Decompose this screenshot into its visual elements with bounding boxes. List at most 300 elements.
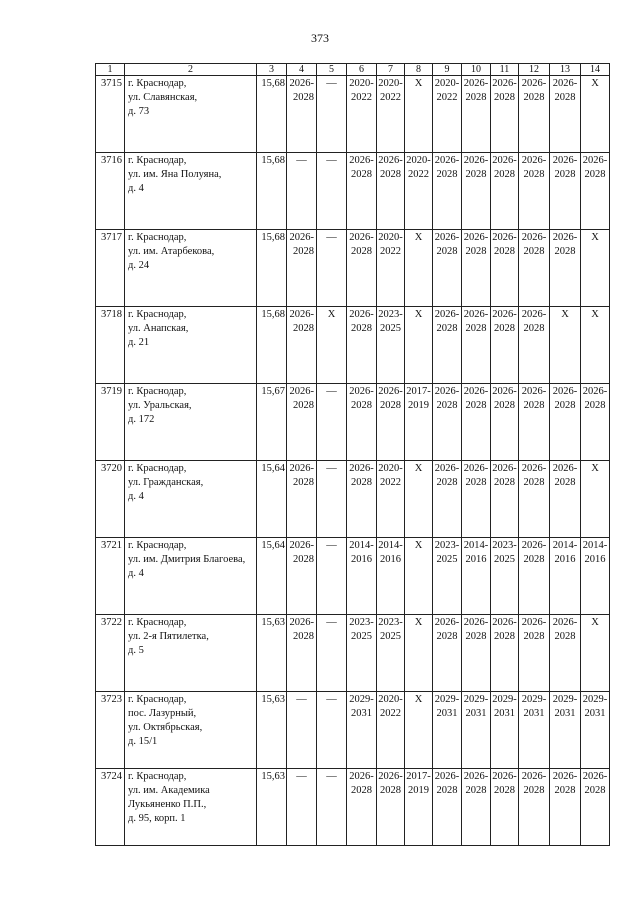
period-cell bbox=[550, 230, 581, 307]
period-line: 2028 bbox=[436, 400, 458, 411]
period-cell bbox=[377, 384, 405, 461]
period-line: 2023- bbox=[378, 617, 403, 628]
period-line: 2026- bbox=[434, 386, 460, 397]
period-line: 2028 bbox=[523, 400, 545, 411]
period-line: X bbox=[591, 232, 599, 243]
period-line: 2029- bbox=[434, 694, 460, 705]
period-cell bbox=[491, 615, 519, 692]
period-line: 2031 bbox=[436, 708, 458, 719]
period-cell bbox=[317, 538, 347, 615]
period-cell bbox=[347, 692, 377, 769]
period-line: 2022 bbox=[436, 92, 458, 103]
address-cell bbox=[125, 307, 257, 384]
period-line: 2028 bbox=[554, 400, 576, 411]
period-cell bbox=[433, 538, 462, 615]
period-line: — bbox=[326, 155, 337, 166]
area-cell: 15,67 bbox=[257, 384, 287, 461]
address-line: д. 4 bbox=[128, 183, 144, 194]
address-line: ул. им. Атарбекова, bbox=[128, 246, 215, 257]
period-line: 2026- bbox=[521, 617, 547, 628]
period-line: 2014- bbox=[349, 540, 374, 551]
period-cell bbox=[317, 615, 347, 692]
address-line: ул. им. Академика bbox=[128, 785, 210, 796]
period-line: 2014- bbox=[378, 540, 403, 551]
period-line: — bbox=[326, 232, 337, 243]
period-cell bbox=[405, 307, 433, 384]
period-line: 2028 bbox=[494, 246, 515, 257]
row-number: 3716 bbox=[96, 153, 125, 230]
period-cell bbox=[317, 461, 347, 538]
period-line: — bbox=[326, 540, 337, 551]
period-cell bbox=[581, 153, 610, 230]
address-line: г. Краснодар, bbox=[128, 386, 187, 397]
period-cell bbox=[550, 307, 581, 384]
period-line: 2026- bbox=[521, 232, 547, 243]
period-line: 2016 bbox=[351, 554, 372, 565]
row-number: 3724 bbox=[96, 769, 125, 846]
period-line: 2026- bbox=[289, 617, 314, 628]
period-line: 2026- bbox=[463, 617, 489, 628]
period-cell bbox=[462, 307, 491, 384]
period-line: 2017- bbox=[406, 771, 431, 782]
period-line: X bbox=[414, 540, 423, 551]
table-row bbox=[96, 76, 610, 153]
period-line: 2028 bbox=[554, 785, 576, 796]
period-cell bbox=[550, 615, 581, 692]
column-number-header: 5 bbox=[317, 64, 347, 76]
period-line: 2023- bbox=[349, 617, 374, 628]
period-line: 2019 bbox=[408, 400, 429, 411]
period-line: 2023- bbox=[434, 540, 460, 551]
period-line: 2031 bbox=[351, 708, 372, 719]
period-cell bbox=[287, 461, 317, 538]
column-number-header: 13 bbox=[550, 64, 581, 76]
area-cell: 15,68 bbox=[257, 307, 287, 384]
period-cell bbox=[550, 692, 581, 769]
period-cell bbox=[405, 692, 433, 769]
period-cell bbox=[433, 615, 462, 692]
period-line: 2026- bbox=[582, 386, 608, 397]
period-line: 2016 bbox=[554, 554, 576, 565]
table-row bbox=[96, 307, 610, 384]
period-cell bbox=[581, 692, 610, 769]
address-line: д. 4 bbox=[128, 491, 144, 502]
period-line: 2029- bbox=[521, 694, 547, 705]
address-cell bbox=[125, 692, 257, 769]
period-cell bbox=[550, 769, 581, 846]
period-line: 2028 bbox=[351, 169, 372, 180]
period-line: 2026- bbox=[552, 155, 578, 166]
period-line: 2026- bbox=[492, 232, 517, 243]
period-line: 2028 bbox=[465, 400, 487, 411]
period-cell bbox=[405, 615, 433, 692]
column-number-header: 7 bbox=[377, 64, 405, 76]
period-line: 2026- bbox=[521, 309, 547, 320]
period-line: 2028 bbox=[293, 554, 314, 565]
period-line: — bbox=[326, 694, 337, 705]
period-cell bbox=[519, 692, 550, 769]
period-line: 2020- bbox=[378, 694, 403, 705]
address-line: г. Краснодар, bbox=[128, 540, 187, 551]
period-line: — bbox=[326, 771, 337, 782]
period-line: 2028 bbox=[554, 477, 576, 488]
period-cell bbox=[519, 615, 550, 692]
period-line: 2029- bbox=[349, 694, 374, 705]
period-line: — bbox=[326, 617, 337, 628]
period-cell bbox=[377, 538, 405, 615]
address-cell bbox=[125, 76, 257, 153]
address-line: ул. им. Дмитрия Благоева, bbox=[128, 554, 246, 565]
column-number-header: 11 bbox=[491, 64, 519, 76]
period-line: 2028 bbox=[351, 785, 372, 796]
period-cell bbox=[287, 230, 317, 307]
period-line: 2025 bbox=[351, 631, 372, 642]
address-line: г. Краснодар, bbox=[128, 694, 187, 705]
period-line: 2028 bbox=[436, 246, 458, 257]
period-cell bbox=[347, 76, 377, 153]
address-line: ул. Октябрьская, bbox=[128, 722, 203, 733]
period-cell bbox=[550, 153, 581, 230]
period-cell bbox=[462, 615, 491, 692]
period-cell bbox=[377, 230, 405, 307]
period-cell bbox=[491, 769, 519, 846]
column-number-header: 6 bbox=[347, 64, 377, 76]
period-cell bbox=[347, 461, 377, 538]
period-line: 2028 bbox=[436, 785, 458, 796]
period-line: 2020- bbox=[434, 78, 460, 89]
period-line: 2026- bbox=[552, 386, 578, 397]
area-cell: 15,68 bbox=[257, 153, 287, 230]
period-cell bbox=[462, 461, 491, 538]
period-cell bbox=[317, 769, 347, 846]
period-cell bbox=[581, 769, 610, 846]
table-row bbox=[96, 230, 610, 307]
period-line: 2026- bbox=[582, 771, 608, 782]
period-line: 2028 bbox=[494, 785, 515, 796]
address-cell bbox=[125, 461, 257, 538]
period-line: X bbox=[414, 78, 423, 89]
period-cell bbox=[491, 76, 519, 153]
period-line: 2029- bbox=[552, 694, 578, 705]
period-line: 2028 bbox=[436, 631, 458, 642]
period-cell bbox=[405, 384, 433, 461]
period-cell bbox=[287, 384, 317, 461]
period-line: 2025 bbox=[436, 554, 458, 565]
period-cell bbox=[519, 307, 550, 384]
period-line: 2031 bbox=[584, 708, 606, 719]
period-line: 2028 bbox=[523, 323, 545, 334]
period-cell bbox=[377, 307, 405, 384]
period-line: 2016 bbox=[584, 554, 606, 565]
period-cell bbox=[405, 76, 433, 153]
period-line: 2028 bbox=[584, 169, 606, 180]
period-line: 2026- bbox=[521, 78, 547, 89]
row-number: 3720 bbox=[96, 461, 125, 538]
period-line: 2026- bbox=[463, 386, 489, 397]
period-line: 2026- bbox=[492, 771, 517, 782]
period-line: 2028 bbox=[436, 477, 458, 488]
period-cell bbox=[433, 461, 462, 538]
period-line: 2028 bbox=[554, 631, 576, 642]
period-line: 2026- bbox=[289, 386, 314, 397]
period-line: 2028 bbox=[494, 92, 515, 103]
period-cell bbox=[519, 230, 550, 307]
period-cell bbox=[433, 769, 462, 846]
period-cell bbox=[377, 461, 405, 538]
period-cell bbox=[347, 769, 377, 846]
period-line: 2026- bbox=[463, 309, 489, 320]
period-line: X bbox=[414, 309, 423, 320]
period-cell bbox=[433, 230, 462, 307]
period-cell bbox=[405, 769, 433, 846]
period-line: X bbox=[591, 463, 599, 474]
period-line: — bbox=[296, 155, 307, 166]
period-cell bbox=[317, 230, 347, 307]
period-cell bbox=[317, 692, 347, 769]
period-line: 2026- bbox=[378, 771, 403, 782]
address-cell bbox=[125, 384, 257, 461]
period-line: 2031 bbox=[523, 708, 545, 719]
address-line: д. 4 bbox=[128, 568, 144, 579]
address-line: д. 73 bbox=[128, 106, 150, 117]
row-number: 3722 bbox=[96, 615, 125, 692]
period-cell bbox=[581, 461, 610, 538]
row-number: 3718 bbox=[96, 307, 125, 384]
period-line: 2028 bbox=[293, 400, 314, 411]
area-cell: 15,63 bbox=[257, 692, 287, 769]
period-line: 2026- bbox=[434, 463, 460, 474]
address-line: д. 15/1 bbox=[128, 736, 158, 747]
period-line: 2022 bbox=[380, 708, 401, 719]
period-line: X bbox=[591, 617, 599, 628]
address-line: ул. Уральская, bbox=[128, 400, 192, 411]
period-line: 2026- bbox=[492, 617, 517, 628]
period-line: 2026- bbox=[582, 155, 608, 166]
period-cell bbox=[287, 692, 317, 769]
period-line: 2017- bbox=[406, 386, 431, 397]
period-line: 2026- bbox=[521, 386, 547, 397]
address-cell bbox=[125, 769, 257, 846]
period-line: 2026- bbox=[552, 617, 578, 628]
period-line: 2026- bbox=[463, 771, 489, 782]
period-line: 2026- bbox=[378, 386, 403, 397]
period-line: 2028 bbox=[351, 323, 372, 334]
period-line: 2026- bbox=[434, 771, 460, 782]
period-line: 2028 bbox=[523, 785, 545, 796]
period-line: 2028 bbox=[465, 477, 487, 488]
column-number-header: 3 bbox=[257, 64, 287, 76]
period-cell bbox=[347, 153, 377, 230]
period-line: 2022 bbox=[380, 92, 401, 103]
period-cell bbox=[519, 538, 550, 615]
period-line: 2026- bbox=[552, 78, 578, 89]
column-number-header: 1 bbox=[96, 64, 125, 76]
period-cell bbox=[462, 230, 491, 307]
period-line: 2026- bbox=[552, 771, 578, 782]
period-cell bbox=[405, 153, 433, 230]
period-line: 2028 bbox=[380, 400, 401, 411]
table-row bbox=[96, 615, 610, 692]
column-number-header: 4 bbox=[287, 64, 317, 76]
period-line: 2022 bbox=[380, 477, 401, 488]
table-row bbox=[96, 538, 610, 615]
period-line: 2026- bbox=[492, 155, 517, 166]
period-cell bbox=[377, 76, 405, 153]
address-cell bbox=[125, 615, 257, 692]
period-cell bbox=[519, 769, 550, 846]
area-cell: 15,64 bbox=[257, 538, 287, 615]
period-line: X bbox=[561, 309, 569, 320]
period-cell bbox=[377, 769, 405, 846]
page-number: 373 bbox=[311, 31, 329, 45]
period-line: 2028 bbox=[293, 246, 314, 257]
period-line: 2028 bbox=[293, 323, 314, 334]
period-line: 2028 bbox=[554, 92, 576, 103]
period-line: 2022 bbox=[351, 92, 372, 103]
period-cell bbox=[581, 230, 610, 307]
period-cell bbox=[433, 384, 462, 461]
period-line: 2026- bbox=[463, 78, 489, 89]
period-line: 2026- bbox=[349, 463, 374, 474]
period-line: 2028 bbox=[293, 631, 314, 642]
period-line: 2028 bbox=[523, 631, 545, 642]
period-line: 2031 bbox=[465, 708, 487, 719]
row-number: 3717 bbox=[96, 230, 125, 307]
period-cell bbox=[347, 384, 377, 461]
period-line: 2020- bbox=[378, 232, 403, 243]
column-number-header: 10 bbox=[462, 64, 491, 76]
address-line: г. Краснодар, bbox=[128, 463, 187, 474]
period-line: 2026- bbox=[521, 463, 547, 474]
period-line: 2028 bbox=[584, 785, 606, 796]
period-cell bbox=[462, 76, 491, 153]
period-cell bbox=[347, 230, 377, 307]
period-line: 2028 bbox=[494, 477, 515, 488]
period-line: — bbox=[296, 694, 307, 705]
address-line: пос. Лазурный, bbox=[128, 708, 197, 719]
period-line: 2026- bbox=[289, 463, 314, 474]
period-line: X bbox=[414, 694, 423, 705]
period-line: 2023- bbox=[378, 309, 403, 320]
address-line: ул. им. Яна Полуяна, bbox=[128, 169, 222, 180]
period-cell bbox=[287, 76, 317, 153]
row-number: 3721 bbox=[96, 538, 125, 615]
period-line: 2026- bbox=[492, 386, 517, 397]
period-cell bbox=[347, 307, 377, 384]
period-cell bbox=[317, 76, 347, 153]
period-cell bbox=[519, 461, 550, 538]
period-line: 2028 bbox=[523, 169, 545, 180]
period-cell bbox=[519, 153, 550, 230]
period-cell bbox=[581, 384, 610, 461]
period-line: 2026- bbox=[434, 309, 460, 320]
column-numbers-row bbox=[96, 64, 610, 76]
period-cell bbox=[491, 461, 519, 538]
address-line: г. Краснодар, bbox=[128, 155, 187, 166]
period-cell bbox=[462, 538, 491, 615]
area-cell: 15,63 bbox=[257, 615, 287, 692]
period-cell bbox=[433, 307, 462, 384]
period-line: 2026- bbox=[492, 463, 517, 474]
period-line: 2026- bbox=[492, 78, 517, 89]
period-line: 2020- bbox=[349, 78, 374, 89]
address-cell bbox=[125, 230, 257, 307]
period-line: 2028 bbox=[523, 554, 545, 565]
period-cell bbox=[491, 692, 519, 769]
period-cell bbox=[347, 538, 377, 615]
period-cell bbox=[581, 76, 610, 153]
period-line: 2028 bbox=[465, 323, 487, 334]
period-line: 2028 bbox=[584, 400, 606, 411]
table-row bbox=[96, 384, 610, 461]
table-row bbox=[96, 461, 610, 538]
period-line: 2028 bbox=[554, 169, 576, 180]
period-line: X bbox=[591, 309, 599, 320]
period-line: 2028 bbox=[494, 169, 515, 180]
period-cell bbox=[287, 307, 317, 384]
period-line: — bbox=[326, 386, 337, 397]
column-number-header: 14 bbox=[581, 64, 610, 76]
area-cell: 15,68 bbox=[257, 230, 287, 307]
period-line: 2028 bbox=[465, 631, 487, 642]
period-line: 2026- bbox=[552, 463, 578, 474]
period-line: 2026- bbox=[521, 540, 547, 551]
period-line: 2028 bbox=[436, 323, 458, 334]
period-line: 2025 bbox=[380, 323, 401, 334]
period-line: 2028 bbox=[293, 92, 314, 103]
period-line: 2026- bbox=[492, 309, 517, 320]
period-line: 2026- bbox=[349, 309, 374, 320]
period-line: 2028 bbox=[523, 92, 545, 103]
period-line: 2026- bbox=[289, 78, 314, 89]
period-line: X bbox=[414, 463, 423, 474]
period-line: 2028 bbox=[293, 477, 314, 488]
period-line: 2026- bbox=[289, 309, 314, 320]
address-line: ул. Славянская, bbox=[128, 92, 198, 103]
table-row bbox=[96, 153, 610, 230]
address-cell bbox=[125, 538, 257, 615]
period-cell bbox=[287, 615, 317, 692]
period-line: 2026- bbox=[434, 232, 460, 243]
column-number-header: 12 bbox=[519, 64, 550, 76]
period-cell bbox=[405, 461, 433, 538]
column-number-header: 2 bbox=[125, 64, 257, 76]
period-line: 2026- bbox=[463, 232, 489, 243]
period-line: 2028 bbox=[351, 477, 372, 488]
table-row bbox=[96, 692, 610, 769]
address-line: д. 21 bbox=[128, 337, 150, 348]
area-cell: 15,68 bbox=[257, 76, 287, 153]
address-line: г. Краснодар, bbox=[128, 617, 187, 628]
period-line: 2014- bbox=[463, 540, 489, 551]
period-line: 2026- bbox=[289, 540, 314, 551]
period-cell bbox=[317, 384, 347, 461]
area-cell: 15,63 bbox=[257, 769, 287, 846]
period-cell bbox=[581, 615, 610, 692]
period-cell bbox=[519, 76, 550, 153]
period-cell bbox=[287, 769, 317, 846]
period-line: 2026- bbox=[521, 155, 547, 166]
period-line: 2028 bbox=[465, 169, 487, 180]
period-line: 2028 bbox=[351, 246, 372, 257]
row-number: 3715 bbox=[96, 76, 125, 153]
period-line: 2029- bbox=[492, 694, 517, 705]
period-cell bbox=[462, 384, 491, 461]
period-cell bbox=[519, 384, 550, 461]
address-line: Лукьяненко П.П., bbox=[128, 799, 207, 810]
period-cell bbox=[433, 76, 462, 153]
period-cell bbox=[347, 615, 377, 692]
